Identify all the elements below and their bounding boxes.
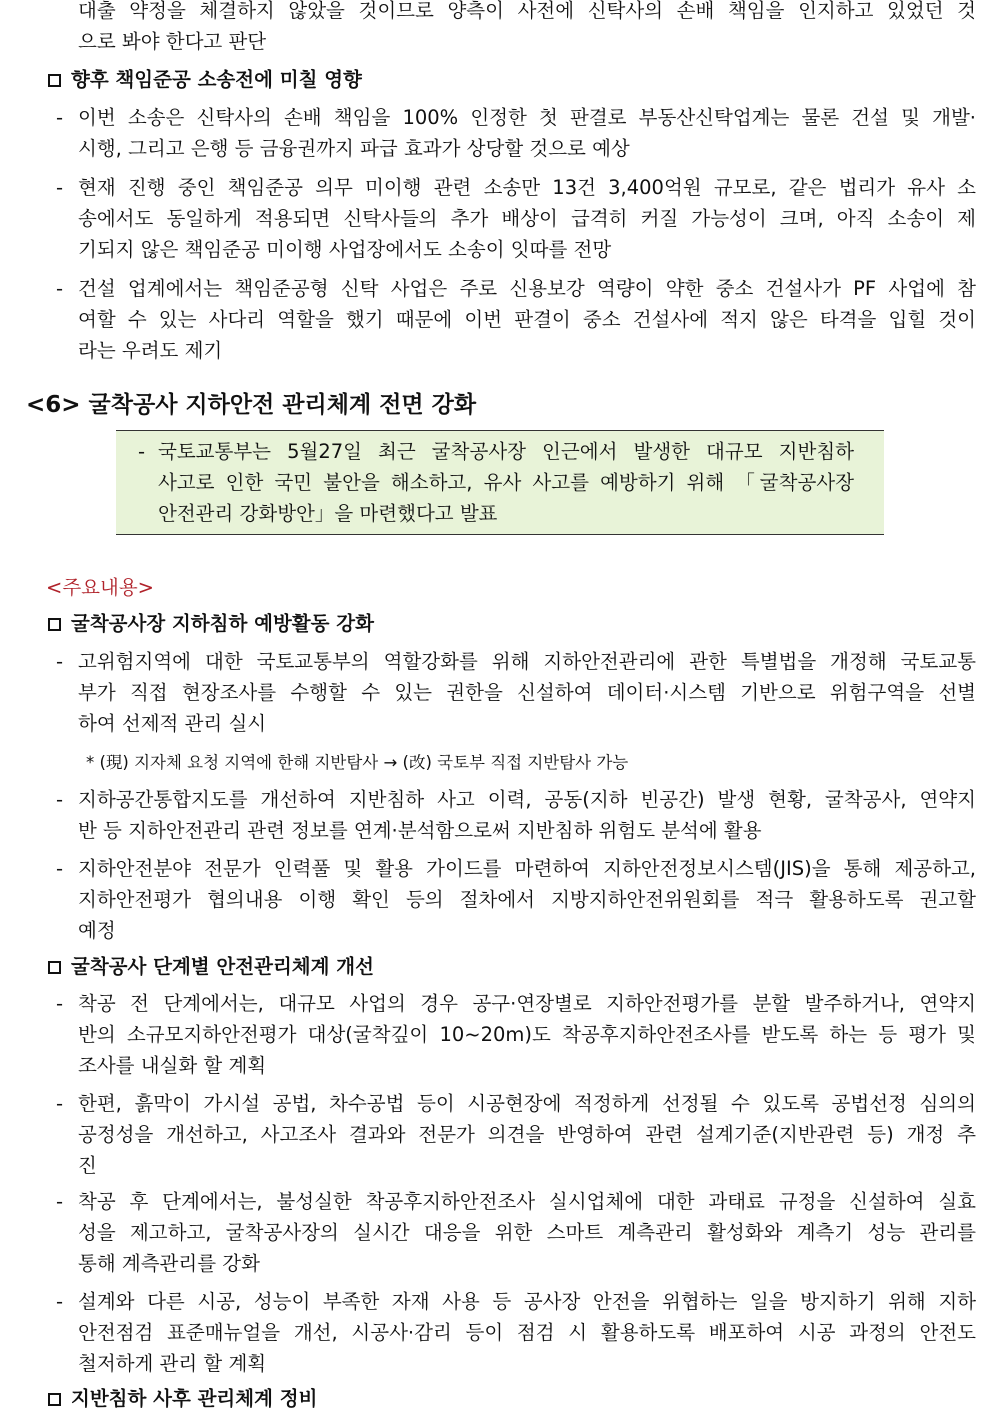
stage-heading [48,951,374,982]
prevention-note: * (現) 지자체 요청 지역에 한해 지반탐사 → (改) 국토부 직접 지반탐사 가능 [86,753,629,772]
dash-bullet: - [56,176,64,199]
dash-bullet: - [56,277,64,300]
stage-item-3-line: 착공 후 단계에서는, 불성실한 착공후지하안전조사 실시업체에 대한 과태료 규정을 신설하여 실효 [78,1190,976,1213]
dash-bullet: - [56,1290,64,1313]
prevention-heading-text: 굴착공사장 지하침하 예방활동 강화 [71,612,374,635]
dash-bullet: - [138,440,146,463]
stage-heading-text: 굴착공사 단계별 안전관리체계 개선 [71,955,374,978]
dash-bullet: - [56,1190,64,1213]
stage-item-4-line: 안전점검 표준매뉴얼을 개선, 시공사·감리 등이 점검 시 활용하도록 배포하여 시공 과정의 안전도 [78,1321,976,1344]
prevention-item-1-line: 고위험지역에 대한 국토교통부의 역할강화를 위해 지하안전관리에 관한 특별법을 개정해 국토교통 [78,650,976,673]
impact-heading [48,64,362,95]
dash-bullet: - [56,788,64,811]
summary-line: 국토교통부는 5월27일 최근 굴착공사장 인근에서 발생한 대규모 지반침하 [158,440,854,463]
prevention-item-1-line: 부가 직접 현장조사를 수행할 수 있는 권한을 신설하여 데이터·시스템 기반으로 위험구역을 선별 [78,681,976,704]
main-content-label: <주요내용> [46,576,155,599]
dash-bullet: - [56,857,64,880]
checkbox-bullet-icon [48,961,61,974]
summary-line: 안전관리 강화방안」을 마련했다고 발표 [158,502,498,525]
section-6-title: <6> 굴착공사 지하안전 관리체계 전면 강화 [26,392,477,418]
prevention-item-1-line: 하여 선제적 관리 실시 [78,712,267,735]
dash-bullet: - [56,106,64,129]
stage-item-1-line: 조사를 내실화 할 계획 [78,1054,267,1077]
stage-item-2-line: 한편, 흙막이 가시설 공법, 차수공법 등이 시공현장에 적정하게 선정될 수 있도록 공법선정 심의의 [78,1092,976,1115]
impact-item-2-line: 현재 진행 중인 책임준공 의무 미이행 관련 소송만 13건 3,400억원 규모로, 같은 법리가 유사 소 [78,176,976,199]
checkbox-bullet-icon [48,618,61,631]
impact-item-3-line: 라는 우려도 제기 [78,339,223,362]
stage-item-4-line: 설계와 다른 시공, 성능이 부족한 자재 사용 등 공사장 안전을 위협하는 일을 방지하기 위해 지하 [78,1290,976,1313]
stage-item-3-line: 통해 계측관리를 강화 [78,1252,260,1275]
prevention-item-3-line: 예정 [78,919,116,942]
impact-item-3-line: 건설 업계에서는 책임준공형 신탁 사업은 주로 신용보강 역량이 약한 중소 건설사가 PF 사업에 참 [78,277,976,300]
stage-item-1-line: 착공 전 단계에서는, 대규모 사업의 경우 공구·연장별로 지하안전평가를 분할 발주하거나, 연약지 [78,992,976,1015]
continuation-line: 대출 약정을 체결하지 않았을 것이므로 양측이 사전에 신탁사의 손배 책임을 인지하고 있었던 것 [78,0,976,22]
dash-bullet: - [56,1092,64,1115]
checkbox-bullet-icon [48,1393,61,1406]
stage-item-1-line: 반의 소규모지하안전평가 대상(굴착깊이 10~20m)도 착공후지하안전조사를 받도록 하는 등 평가 및 [78,1023,976,1046]
stage-item-2-line: 공정성을 개선하고, 사고조사 결과와 전문가 의견을 반영하여 관련 설계기준(지반관련 등) 개정 추 [78,1123,976,1146]
impact-item-3-line: 여할 수 있는 사다리 역할을 했기 때문에 이번 판결이 중소 건설사에 적지 않은 타격을 입힐 것이 [78,308,976,331]
prevention-heading [48,608,374,639]
prevention-item-3-line: 지하안전평가 협의내용 이행 확인 등의 절차에서 지방지하안전위원회를 적극 활용하도록 권고할 [78,888,976,911]
impact-item-2-line: 송에서도 동일하게 적용되면 신탁사들의 추가 배상이 급격히 커질 가능성이 크며, 아직 소송이 제 [78,207,976,230]
aftercare-heading [48,1383,317,1414]
checkbox-bullet-icon [48,74,61,87]
impact-item-1-line: 시행, 그리고 은행 등 금융권까지 파급 효과가 상당할 것으로 예상 [78,137,630,160]
impact-item-2-line: 기되지 않은 책임준공 미이행 사업장에서도 소송이 잇따를 전망 [78,238,612,261]
stage-item-3-line: 성을 제고하고, 굴착공사장의 실시간 대응을 위한 스마트 계측관리 활성화와 계측기 성능 관리를 [78,1221,976,1244]
prevention-item-2-line: 지하공간통합지도를 개선하여 지반침하 사고 이력, 공동(지하 빈공간) 발생 현황, 굴착공사, 연약지 [78,788,976,811]
impact-item-1-line: 이번 소송은 신탁사의 손배 책임을 100% 인정한 첫 판결로 부동산신탁업계는 물론 건설 및 개발· [78,106,976,129]
dash-bullet: - [56,992,64,1015]
prevention-item-3-line: 지하안전분야 전문가 인력풀 및 활용 가이드를 마련하여 지하안전정보시스템(JIS)을 통해 제공하고, [78,857,976,880]
stage-item-2-line: 진 [78,1154,97,1177]
summary-line: 사고로 인한 국민 불안을 해소하고, 유사 사고를 예방하기 위해 「굴착공사장 [158,471,854,494]
continuation-line: 으로 봐야 한다고 판단 [78,30,267,53]
impact-heading-text: 향후 책임준공 소송전에 미칠 영향 [71,68,362,91]
stage-item-4-line: 철저하게 관리 할 계획 [78,1352,267,1375]
prevention-item-2-line: 반 등 지하안전관리 관련 정보를 연계·분석함으로써 지반침하 위험도 분석에 활용 [78,819,762,842]
dash-bullet: - [56,650,64,673]
summary-box [116,430,884,535]
aftercare-heading-text: 지반침하 사후 관리체계 정비 [71,1387,318,1410]
